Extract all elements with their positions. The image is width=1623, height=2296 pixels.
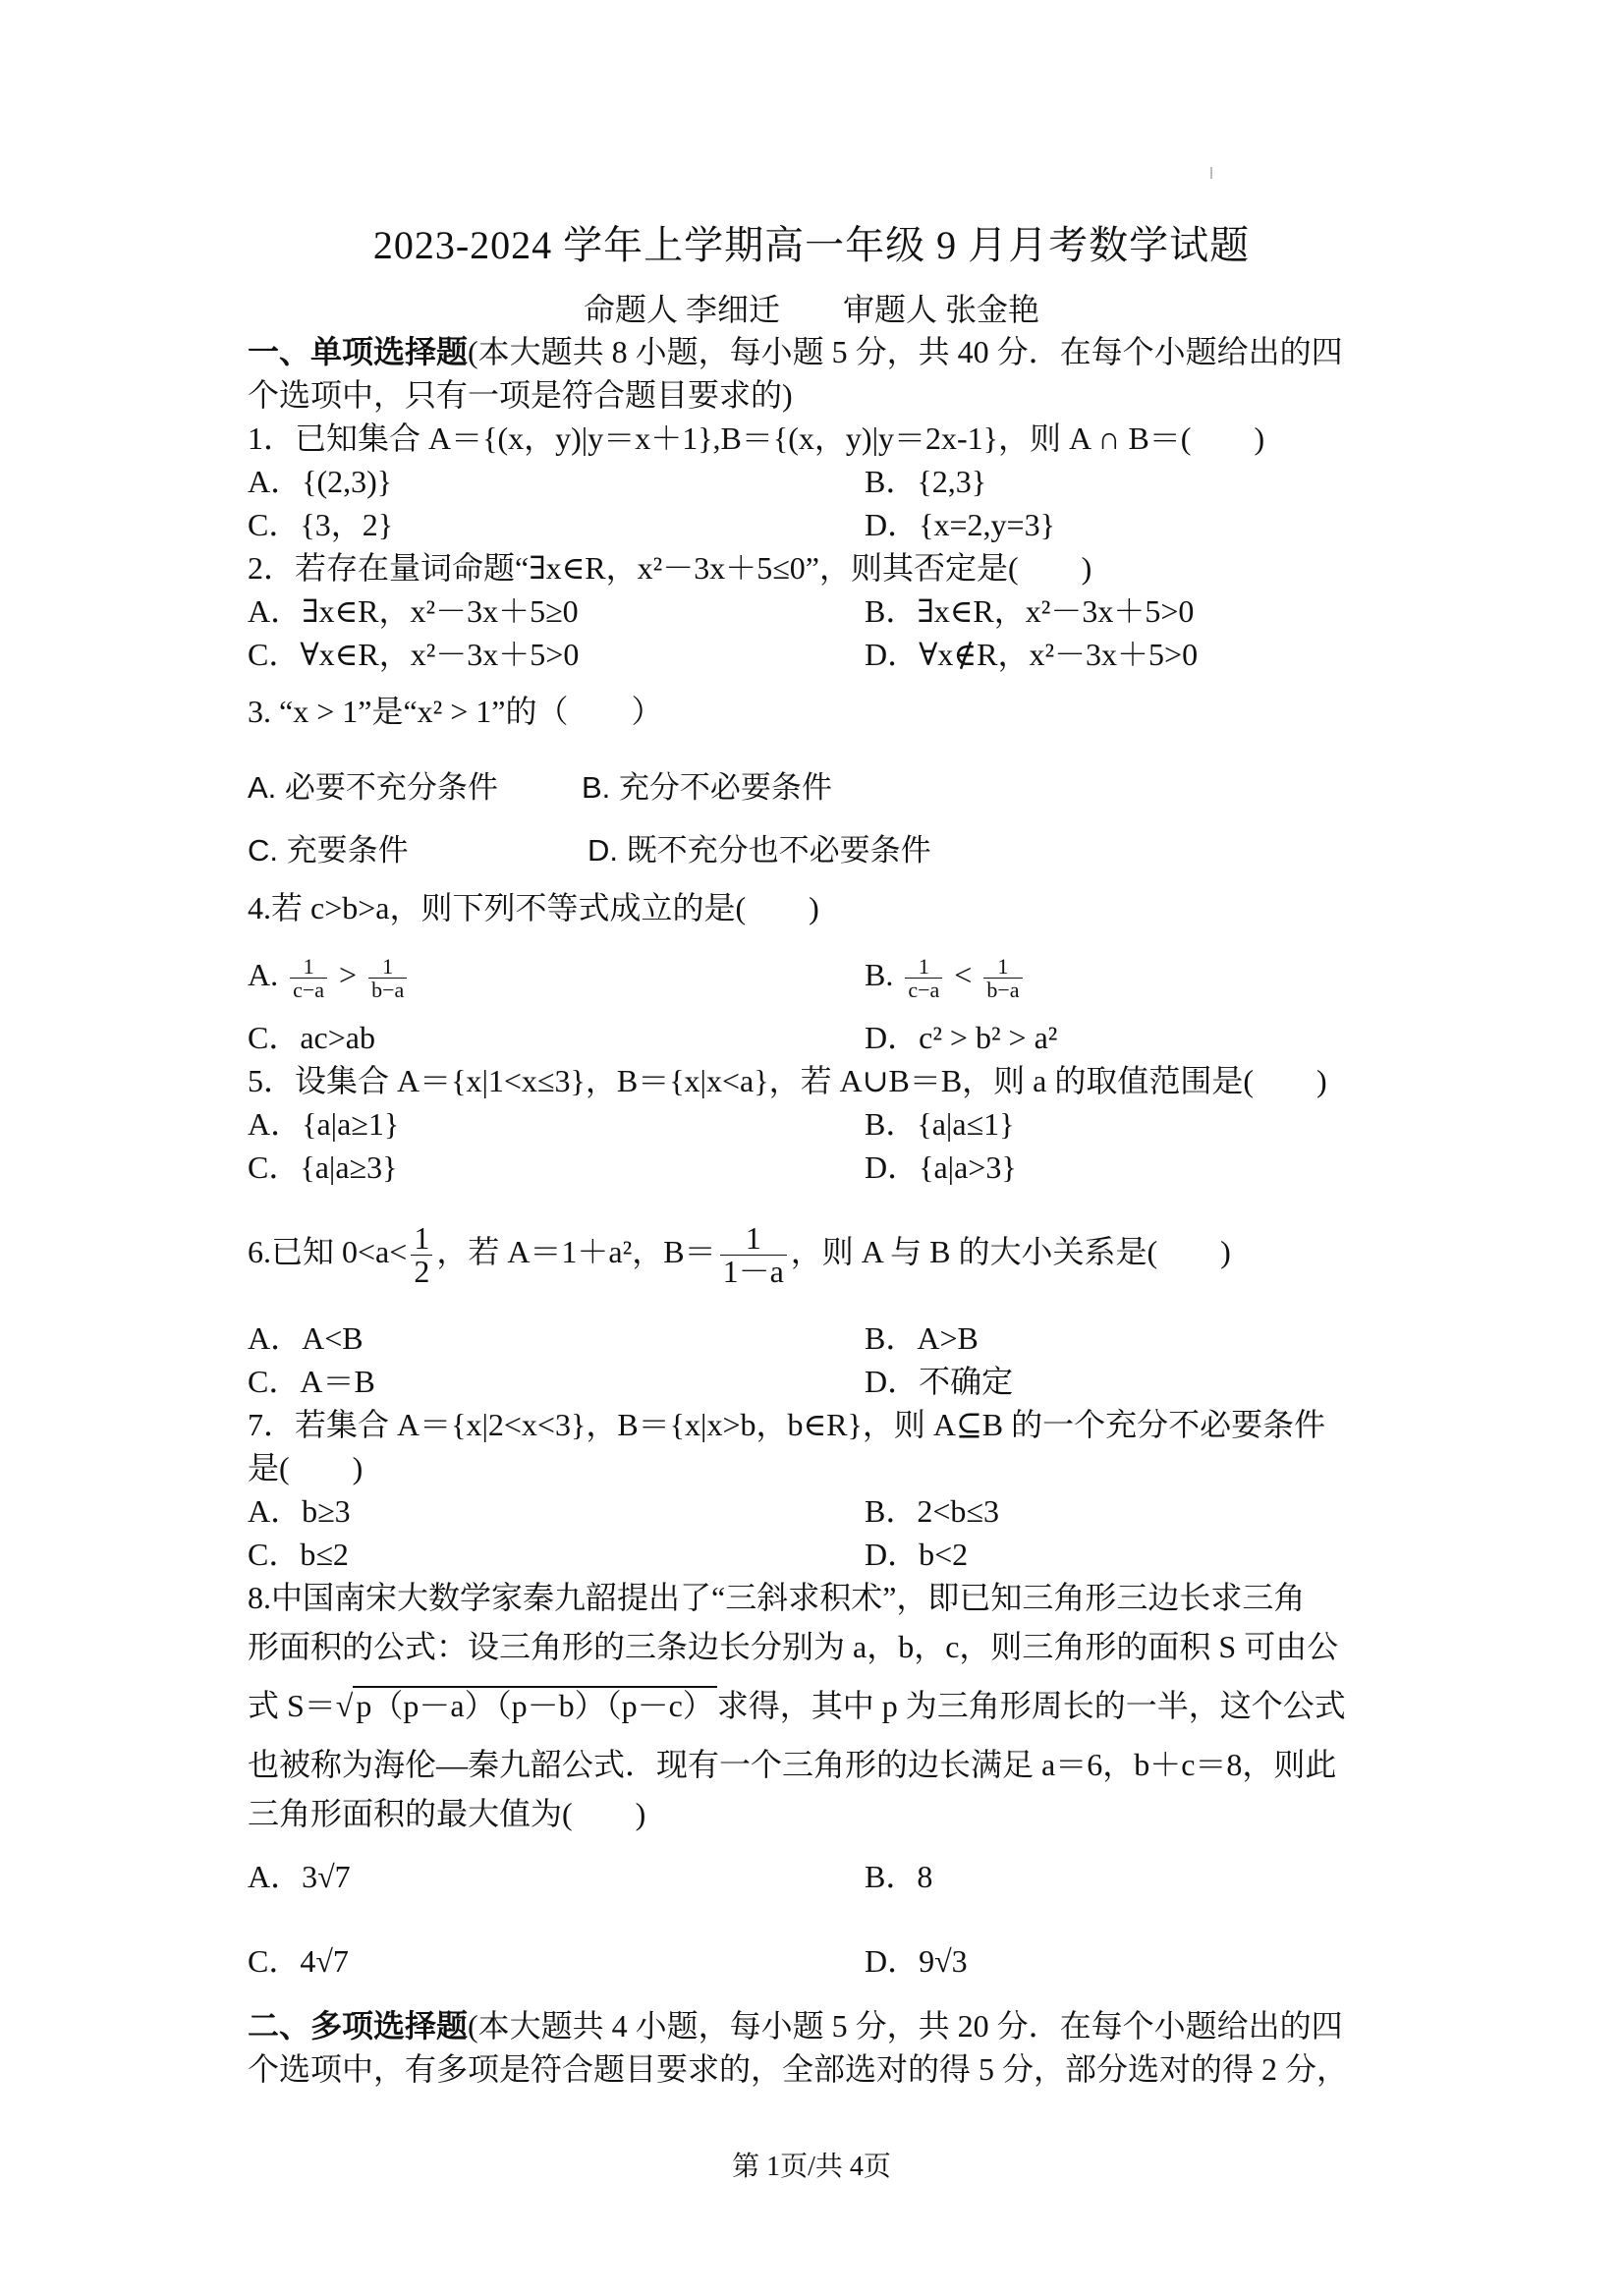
q3-option-c: C. 充要条件 <box>248 833 409 868</box>
q6-stem-mid: ，若 A＝1＋a²，B＝ <box>436 1234 716 1269</box>
q4-a-op: > <box>339 957 358 992</box>
page-footer: 第 1页/共 4页 <box>732 2152 891 2182</box>
q6-b-frac <box>720 1219 787 1290</box>
q5-option-a: A．{a|a≥1} <box>248 1106 400 1142</box>
q1-option-d: D．{x=2,y=3} <box>865 507 1055 542</box>
q4-b-frac-left <box>905 955 942 1001</box>
q7-option-d: D．b<2 <box>865 1537 969 1572</box>
q4-b-op: < <box>954 957 973 992</box>
section1-heading: 一、单项选择题 <box>248 334 469 369</box>
q4-stem: 4.若 c>b>a，则下列不等式成立的是( ) <box>248 890 819 925</box>
q5-option-d: D．{a|a>3} <box>865 1149 1017 1185</box>
q1-option-c: C．{3，2} <box>248 507 394 542</box>
q6-half-frac <box>411 1219 432 1290</box>
q2-option-d: D．∀x∉R，x²－3x＋5>0 <box>865 637 1199 672</box>
q6-stem-post: ，则 A 与 B 的大小关系是( ) <box>790 1234 1231 1269</box>
authors-line <box>0 285 1623 330</box>
q7-option-a: A．b≥3 <box>248 1493 351 1529</box>
frac-den: b−a <box>371 978 405 1003</box>
q7-option-b: B．2<b≤3 <box>865 1493 999 1529</box>
q4-option-b <box>865 943 1027 1006</box>
q8-line2: 形面积的公式：设三角形的三条边长分别为 a，b，c，则三角形的面积 S 可由公 <box>248 1629 1339 1664</box>
setter: 命题人 李细迁 <box>583 292 780 327</box>
q4-option-d: D．c² > b² > a² <box>865 1020 1058 1055</box>
frac-den: b−a <box>986 978 1020 1003</box>
page-title: 2023-2024 学年上学期高一年级 9 月月考数学试题 <box>372 223 1251 267</box>
q7-stem-line1: 7．若集合 A＝{x|2<x<3}，B＝{x|x>b，b∈R}，则 A⊆B 的一个充分不必要条件 <box>248 1407 1326 1442</box>
q8-line1: 8.中国南宋大数学家秦九韶提出了“三斜求积术”，即已知三角形三边长求三角 <box>248 1580 1306 1615</box>
q7-option-c: C．b≤2 <box>248 1537 349 1572</box>
frac-den: c−a <box>293 978 325 1003</box>
frac-num: 1 <box>983 955 1022 979</box>
section2-desc-line1 <box>248 2006 1343 2045</box>
q4-b-label: B. <box>865 957 894 992</box>
q4-a-frac-right <box>368 955 407 1001</box>
section1-desc-line2: 个选项中，只有一项是符合题目要求的) <box>248 377 793 413</box>
q3-option-a: A. 必要不充分条件 <box>248 770 498 805</box>
q5-option-b: B．{a|a≤1} <box>865 1106 1015 1142</box>
q4-a-label: A. <box>248 957 279 992</box>
reviewer: 审题人 张金艳 <box>843 292 1040 327</box>
frac-num: 1 <box>720 1222 787 1257</box>
q2-option-c: C．∀x∈R，x²－3x＋5>0 <box>248 637 580 672</box>
q3-option-b: B. 充分不必要条件 <box>582 770 832 805</box>
q6-option-b: B．A>B <box>865 1320 979 1356</box>
section2-desc-line2: 个选项中，有多项是符合题目要求的，全部选对的得 5 分，部分选对的得 2 分， <box>248 2051 1349 2087</box>
frac-num: 1 <box>368 955 407 979</box>
q4-option-c: C．ac>ab <box>248 1020 376 1055</box>
section2-heading: 二、多项选择题 <box>248 2008 469 2044</box>
q8-option-a: A．3√7 <box>248 1859 351 1894</box>
section2-desc: (本大题共 4 小题，每小题 5 分，共 20 分．在每个小题给出的四 <box>468 2008 1343 2044</box>
q4-a-frac-left <box>290 955 327 1001</box>
q8-option-c: C．4√7 <box>248 1943 349 1979</box>
q8-formula-post: 求得，其中 p 为三角形周长的一半，这个公式 <box>716 1688 1346 1723</box>
q4-b-frac-right <box>983 955 1022 1001</box>
frac-num: 1 <box>290 955 327 979</box>
q3-option-d: D. 既不充分也不必要条件 <box>588 833 931 868</box>
q6-option-a: A．A<B <box>248 1320 364 1356</box>
q8-line5: 三角形面积的最大值为( ) <box>248 1796 646 1831</box>
q8-option-d: D．9√3 <box>865 1943 968 1979</box>
q5-stem: 5．设集合 A＝{x|1<x≤3}，B＝{x|x<a}，若 A∪B＝B，则 a 的取值范围是( ) <box>248 1063 1327 1098</box>
q1-option-b: B．{2,3} <box>865 464 987 499</box>
q5-option-c: C．{a|a≥3} <box>248 1149 398 1185</box>
q6-option-d: D．不确定 <box>865 1364 1014 1399</box>
q4-option-a <box>248 943 411 1006</box>
q6-stem <box>248 1210 1231 1293</box>
frac-den: 1－a <box>722 1254 784 1290</box>
frac-num: 1 <box>411 1222 432 1257</box>
section1-desc-line1 <box>248 332 1343 371</box>
q8-formula-radicand: p（p－a）（p－b）（p－c） <box>353 1686 716 1723</box>
q2-option-a: A．∃x∈R，x²－3x＋5≥0 <box>248 593 579 629</box>
q3-stem: 3. “x > 1”是“x² > 1”的（ ） <box>248 694 663 729</box>
frac-num: 1 <box>905 955 942 979</box>
q8-line4: 也被称为海伦—秦九韶公式．现有一个三角形的边长满足 a＝6，b＋c＝8，则此 <box>248 1747 1337 1782</box>
frac-den: 2 <box>414 1254 430 1290</box>
q6-option-c: C．A＝B <box>248 1364 375 1399</box>
frac-den: c−a <box>908 978 940 1003</box>
q7-stem-line2: 是( ) <box>248 1450 364 1485</box>
q6-stem-pre: 6.已知 0<a< <box>248 1234 408 1269</box>
q8-option-b: B．8 <box>865 1859 933 1894</box>
q2-option-b: B．∃x∈R，x²－3x＋5>0 <box>865 593 1195 629</box>
q2-stem: 2．若存在量词命题“∃x∈R，x²－3x＋5≤0”，则其否定是( ) <box>248 550 1092 586</box>
section1-desc: (本大题共 8 小题，每小题 5 分，共 40 分．在每个小题给出的四 <box>468 334 1343 369</box>
q8-formula-pre: 式 S＝√ <box>248 1688 354 1723</box>
scan-mark <box>1210 167 1212 179</box>
q1-stem: 1．已知集合 A＝{(x，y)|y＝x＋1},B＝{(x，y)|y＝2x-1}，则 A ∩ B＝( ) <box>248 420 1265 456</box>
q1-option-a: A．{(2,3)} <box>248 464 393 499</box>
q8-line3 <box>248 1686 1346 1725</box>
